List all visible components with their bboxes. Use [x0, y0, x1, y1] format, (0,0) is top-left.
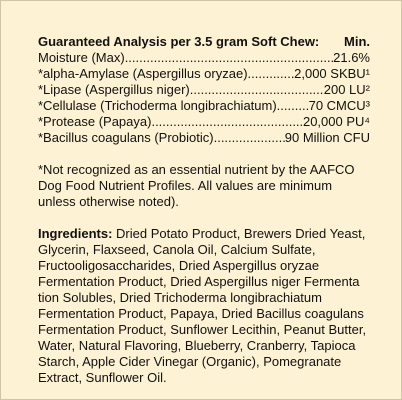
analysis-title: Guaranteed Analysis per 3.5 gram Soft Chew:	[38, 34, 320, 49]
analysis-row-label: *Cellulase (Trichoderma longibrachiatum)	[38, 98, 277, 113]
dot-leader	[248, 66, 295, 82]
dot-leader	[125, 50, 333, 66]
analysis-row-cellulase	[38, 98, 370, 114]
analysis-row-protease	[38, 114, 370, 130]
analysis-row-value: 90 Million CFU	[284, 130, 370, 145]
analysis-row-moisture	[38, 50, 370, 66]
ingredients-paragraph	[38, 226, 370, 386]
dot-leader	[214, 130, 285, 146]
analysis-row-label: *Bacillus coagulans (Probiotic)	[38, 130, 214, 145]
spacer	[38, 210, 370, 226]
analysis-row-lipase	[38, 82, 370, 98]
analysis-row-value: 2,000 SKBU¹	[294, 66, 370, 81]
label-content	[38, 34, 370, 386]
analysis-row-label: *Protease (Papaya)	[38, 114, 152, 129]
analysis-row-amylase	[38, 66, 370, 82]
dot-leader	[151, 114, 303, 130]
spacer	[38, 146, 370, 162]
analysis-row-label: Moisture (Max)	[38, 50, 125, 65]
dot-leader	[277, 98, 309, 114]
analysis-header	[38, 34, 370, 50]
analysis-row-value: 21.6%	[333, 50, 370, 65]
dot-leader	[190, 82, 324, 98]
ingredients-label: Ingredients:	[38, 226, 113, 241]
aafco-note: *Not recognized as an essential nutrient by the AAFCO Dog Food Nutrient Profiles. All values are minimum unless otherwise noted).	[38, 162, 355, 209]
analysis-row-value: 200 LU²	[323, 82, 370, 97]
analysis-row-value: 20,000 PU⁴	[302, 114, 370, 129]
ingredients-text: Dried Potato Product, Brewers Dried Yeast, Glycerin, Flaxseed, Canola Oil, Calcium Sulfate, Fructooligosaccharides, Dried Aspergillus oryzae Fermentation Product, Dried Aspergillus niger Fermenta tion Solubles, Dried Trichoderma longibrachiatum Fermentation Product, Papaya, Dried Bacillus coagulans Fermentation Product, Sunflower Lecithin, Peanut Butter, Water, Natural Flavoring, Blueberry, Cranberry, Tapioca Starch, Apple Cider Vinegar (Organic), Pomegranate Extract, Sunflower Oil.	[38, 226, 367, 385]
analysis-row-label: *alpha-Amylase (Aspergillus oryzae)	[38, 66, 248, 81]
analysis-min-label: Min.	[344, 34, 370, 49]
analysis-row-bacillus	[38, 130, 370, 146]
analysis-row-value: 70 CMCU³	[308, 98, 370, 113]
analysis-row-label: *Lipase (Aspergillus niger)	[38, 82, 190, 97]
